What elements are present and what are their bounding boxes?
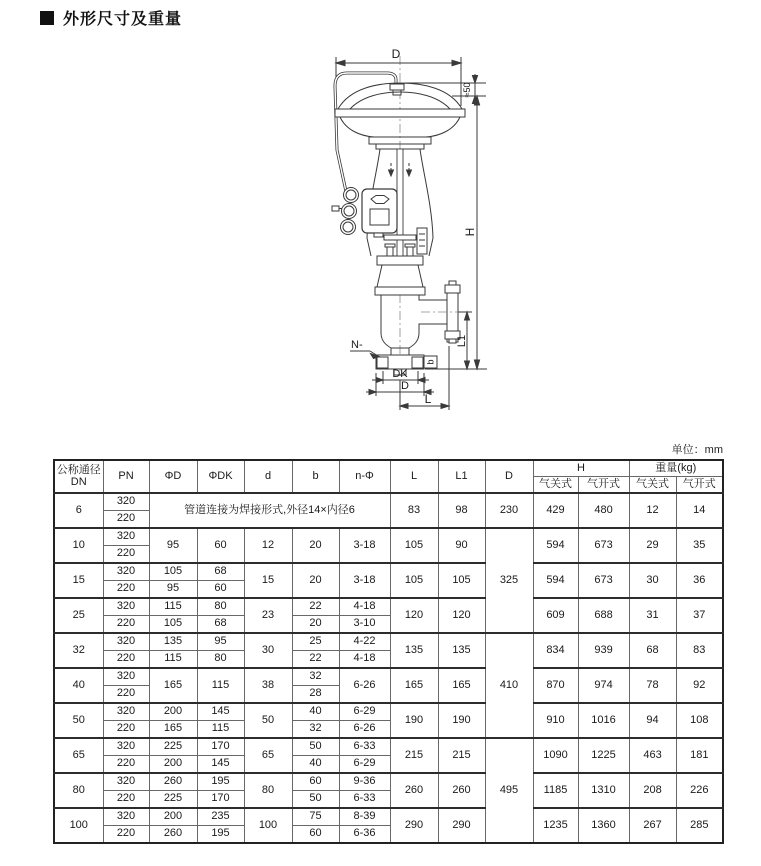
cell: 226 — [676, 773, 723, 808]
cell-dn: 50 — [54, 703, 103, 738]
cell: 115 — [149, 651, 197, 669]
cell: 12 — [244, 528, 292, 563]
cell: 4-18 — [339, 651, 390, 669]
cell: 910 — [533, 703, 578, 738]
cell-pn: 220 — [103, 546, 149, 564]
dim-label-h: H — [463, 227, 477, 237]
dim-label-d-top: D — [391, 47, 401, 61]
cell-dn: 15 — [54, 563, 103, 598]
dim-label-b: b — [425, 359, 436, 365]
col-h: H — [533, 460, 629, 477]
cell: 1360 — [578, 808, 629, 843]
cell: 165 — [149, 668, 197, 703]
cell-dn: 65 — [54, 738, 103, 773]
cell: 325 — [485, 528, 533, 633]
cell: 25 — [292, 633, 339, 651]
cell: 190 — [390, 703, 438, 738]
cell-pn: 220 — [103, 791, 149, 809]
col-l: L — [390, 460, 438, 493]
cell: 108 — [676, 703, 723, 738]
table-row — [54, 808, 723, 826]
cell-pn: 220 — [103, 721, 149, 739]
cell-pn: 320 — [103, 808, 149, 826]
cell-note: 管道连接为焊接形式,外径14×内径6 — [149, 493, 390, 528]
dimensions-table — [53, 459, 724, 844]
cell: 40 — [292, 756, 339, 774]
col-w-close: 气关式 — [629, 477, 676, 494]
cell: 68 — [197, 616, 244, 634]
cell-pn: 220 — [103, 651, 149, 669]
cell: 68 — [629, 633, 676, 668]
cell: 290 — [438, 808, 485, 843]
cell: 115 — [197, 721, 244, 739]
cell: 28 — [292, 686, 339, 704]
cell: 1310 — [578, 773, 629, 808]
cell: 200 — [149, 756, 197, 774]
air-pipe — [335, 73, 404, 196]
pressure-gauges — [332, 188, 359, 235]
cell: 225 — [149, 791, 197, 809]
cell: 12 — [629, 493, 676, 528]
cell: 1185 — [533, 773, 578, 808]
dim-approx50 — [404, 74, 486, 105]
travel-indicator — [417, 228, 427, 254]
cell: 15 — [244, 563, 292, 598]
unit-note: 单位：mm — [671, 444, 723, 456]
cell: 14 — [676, 493, 723, 528]
cell: 83 — [390, 493, 438, 528]
cell: 135 — [149, 633, 197, 651]
cell: 80 — [197, 651, 244, 669]
cell: 165 — [390, 668, 438, 703]
cell: 105 — [390, 528, 438, 563]
cell-pn: 320 — [103, 773, 149, 791]
col-h-close: 气关式 — [533, 477, 578, 494]
col-b: b — [292, 460, 339, 493]
cell: 1016 — [578, 703, 629, 738]
cell: 673 — [578, 528, 629, 563]
table-row — [54, 703, 723, 721]
cell: 68 — [197, 563, 244, 581]
cell: 31 — [629, 598, 676, 633]
cell: 105 — [149, 563, 197, 581]
cell: 60 — [197, 581, 244, 599]
table-row — [54, 668, 723, 686]
col-pn: PN — [103, 460, 149, 493]
cell: 35 — [676, 528, 723, 563]
cell: 170 — [197, 791, 244, 809]
col-d: d — [244, 460, 292, 493]
positioner — [362, 189, 397, 237]
cell: 94 — [629, 703, 676, 738]
cell: 3-18 — [339, 563, 390, 598]
col-l1: L1 — [438, 460, 485, 493]
cell: 105 — [390, 563, 438, 598]
cell: 260 — [149, 826, 197, 844]
cell-dn: 25 — [54, 598, 103, 633]
cell: 40 — [292, 703, 339, 721]
cell: 6-36 — [339, 826, 390, 844]
cell: 32 — [292, 721, 339, 739]
cell: 230 — [485, 493, 533, 528]
col-d-outer: D — [485, 460, 533, 493]
cell: 135 — [390, 633, 438, 668]
cell: 480 — [578, 493, 629, 528]
table-row — [54, 773, 723, 791]
cell-dn: 6 — [54, 493, 103, 528]
cell: 22 — [292, 651, 339, 669]
dim-d-top — [336, 47, 461, 106]
cell: 267 — [629, 808, 676, 843]
cell: 95 — [149, 581, 197, 599]
cell-dn: 32 — [54, 633, 103, 668]
cell: 98 — [438, 493, 485, 528]
cell: 60 — [197, 528, 244, 563]
cell: 410 — [485, 633, 533, 738]
dim-h — [463, 96, 480, 369]
cell: 4-22 — [339, 633, 390, 651]
cell: 6-33 — [339, 738, 390, 756]
table-row — [54, 633, 723, 651]
cell: 29 — [629, 528, 676, 563]
table-row — [54, 738, 723, 756]
cell-pn: 220 — [103, 616, 149, 634]
cell: 6-26 — [339, 721, 390, 739]
cell-pn: 320 — [103, 738, 149, 756]
col-dn: 公称通径 DN — [54, 460, 103, 493]
cell: 50 — [292, 791, 339, 809]
cell: 135 — [438, 633, 485, 668]
cell: 100 — [244, 808, 292, 843]
cell: 260 — [390, 773, 438, 808]
cell-pn: 220 — [103, 686, 149, 704]
cell-pn: 320 — [103, 598, 149, 616]
dim-label-approx50: ≈50 — [462, 82, 472, 98]
cell: 38 — [244, 668, 292, 703]
cell: 235 — [197, 808, 244, 826]
cell: 673 — [578, 563, 629, 598]
table-row — [54, 563, 723, 581]
cell: 3-18 — [339, 528, 390, 563]
cell: 834 — [533, 633, 578, 668]
cell: 181 — [676, 738, 723, 773]
dim-label-d-bottom: D — [401, 380, 409, 392]
cell: 4-18 — [339, 598, 390, 616]
dim-label-n: N- — [351, 339, 363, 351]
cell: 200 — [149, 808, 197, 826]
cell: 95 — [197, 633, 244, 651]
cell-pn: 220 — [103, 581, 149, 599]
cell: 115 — [149, 598, 197, 616]
cell: 80 — [244, 773, 292, 808]
table-row — [54, 493, 723, 511]
cell: 208 — [629, 773, 676, 808]
cell: 120 — [390, 598, 438, 633]
header-row-1 — [54, 460, 723, 477]
cell: 37 — [676, 598, 723, 633]
cell: 165 — [438, 668, 485, 703]
cell: 3-10 — [339, 616, 390, 634]
cell: 215 — [438, 738, 485, 773]
cell: 50 — [292, 738, 339, 756]
cell: 290 — [390, 808, 438, 843]
cell: 32 — [292, 668, 339, 686]
cell: 78 — [629, 668, 676, 703]
cell: 195 — [197, 773, 244, 791]
cell: 90 — [438, 528, 485, 563]
cell: 200 — [149, 703, 197, 721]
cell: 65 — [244, 738, 292, 773]
cell: 23 — [244, 598, 292, 633]
cell: 609 — [533, 598, 578, 633]
cell: 215 — [390, 738, 438, 773]
cell: 105 — [149, 616, 197, 634]
page-title-text: 外形尺寸及重量 — [63, 11, 183, 28]
cell: 1225 — [578, 738, 629, 773]
cell: 105 — [438, 563, 485, 598]
cell: 463 — [629, 738, 676, 773]
cell: 594 — [533, 528, 578, 563]
cell: 6-29 — [339, 756, 390, 774]
cell: 6-29 — [339, 703, 390, 721]
dim-label-l: L — [424, 392, 432, 406]
cell: 30 — [244, 633, 292, 668]
cell: 8-39 — [339, 808, 390, 826]
cell: 20 — [292, 616, 339, 634]
col-weight: 重量(kg) — [629, 460, 723, 477]
cell: 22 — [292, 598, 339, 616]
cell: 1090 — [533, 738, 578, 773]
cell-pn: 320 — [103, 668, 149, 686]
cell: 120 — [438, 598, 485, 633]
cell: 285 — [676, 808, 723, 843]
cell: 974 — [578, 668, 629, 703]
cell-pn: 320 — [103, 528, 149, 546]
col-n-phi: n-Φ — [339, 460, 390, 493]
cell: 1235 — [533, 808, 578, 843]
cell: 939 — [578, 633, 629, 668]
col-h-open: 气开式 — [578, 477, 629, 494]
col-phi-dk: ΦDK — [197, 460, 244, 493]
cell: 870 — [533, 668, 578, 703]
cell-pn: 220 — [103, 511, 149, 529]
dim-label-l1: L1 — [456, 334, 468, 348]
cell: 36 — [676, 563, 723, 598]
cell-pn: 320 — [103, 633, 149, 651]
cell-dn: 80 — [54, 773, 103, 808]
cell: 50 — [244, 703, 292, 738]
cell: 260 — [149, 773, 197, 791]
col-phi-d: ΦD — [149, 460, 197, 493]
col-w-open: 气开式 — [676, 477, 723, 494]
valve-body — [375, 265, 471, 375]
cell: 60 — [292, 826, 339, 844]
cell: 495 — [485, 738, 533, 843]
cell: 20 — [292, 563, 339, 598]
cell-pn: 320 — [103, 563, 149, 581]
cell: 165 — [149, 721, 197, 739]
cell: 75 — [292, 808, 339, 826]
cell: 190 — [438, 703, 485, 738]
cell: 95 — [149, 528, 197, 563]
cell: 60 — [292, 773, 339, 791]
cell: 80 — [197, 598, 244, 616]
cell: 115 — [197, 668, 244, 703]
cell-dn: 40 — [54, 668, 103, 703]
cell: 195 — [197, 826, 244, 844]
cell: 83 — [676, 633, 723, 668]
dim-label-dk: DK — [392, 368, 408, 380]
cell-dn: 10 — [54, 528, 103, 563]
cell: 9-36 — [339, 773, 390, 791]
cell: 20 — [292, 528, 339, 563]
cell: 92 — [676, 668, 723, 703]
cell-pn: 320 — [103, 493, 149, 511]
cell: 170 — [197, 738, 244, 756]
cell: 6-33 — [339, 791, 390, 809]
cell-dn: 100 — [54, 808, 103, 843]
cell: 145 — [197, 756, 244, 774]
cell-pn: 220 — [103, 826, 149, 844]
table-row — [54, 598, 723, 616]
cell: 260 — [438, 773, 485, 808]
cell-pn: 220 — [103, 756, 149, 774]
cell: 429 — [533, 493, 578, 528]
cell-pn: 320 — [103, 703, 149, 721]
cell: 145 — [197, 703, 244, 721]
cell: 594 — [533, 563, 578, 598]
table-row — [54, 528, 723, 546]
cell: 688 — [578, 598, 629, 633]
cell: 225 — [149, 738, 197, 756]
callout-n — [350, 339, 379, 359]
cell: 6-26 — [339, 668, 390, 703]
cell: 30 — [629, 563, 676, 598]
